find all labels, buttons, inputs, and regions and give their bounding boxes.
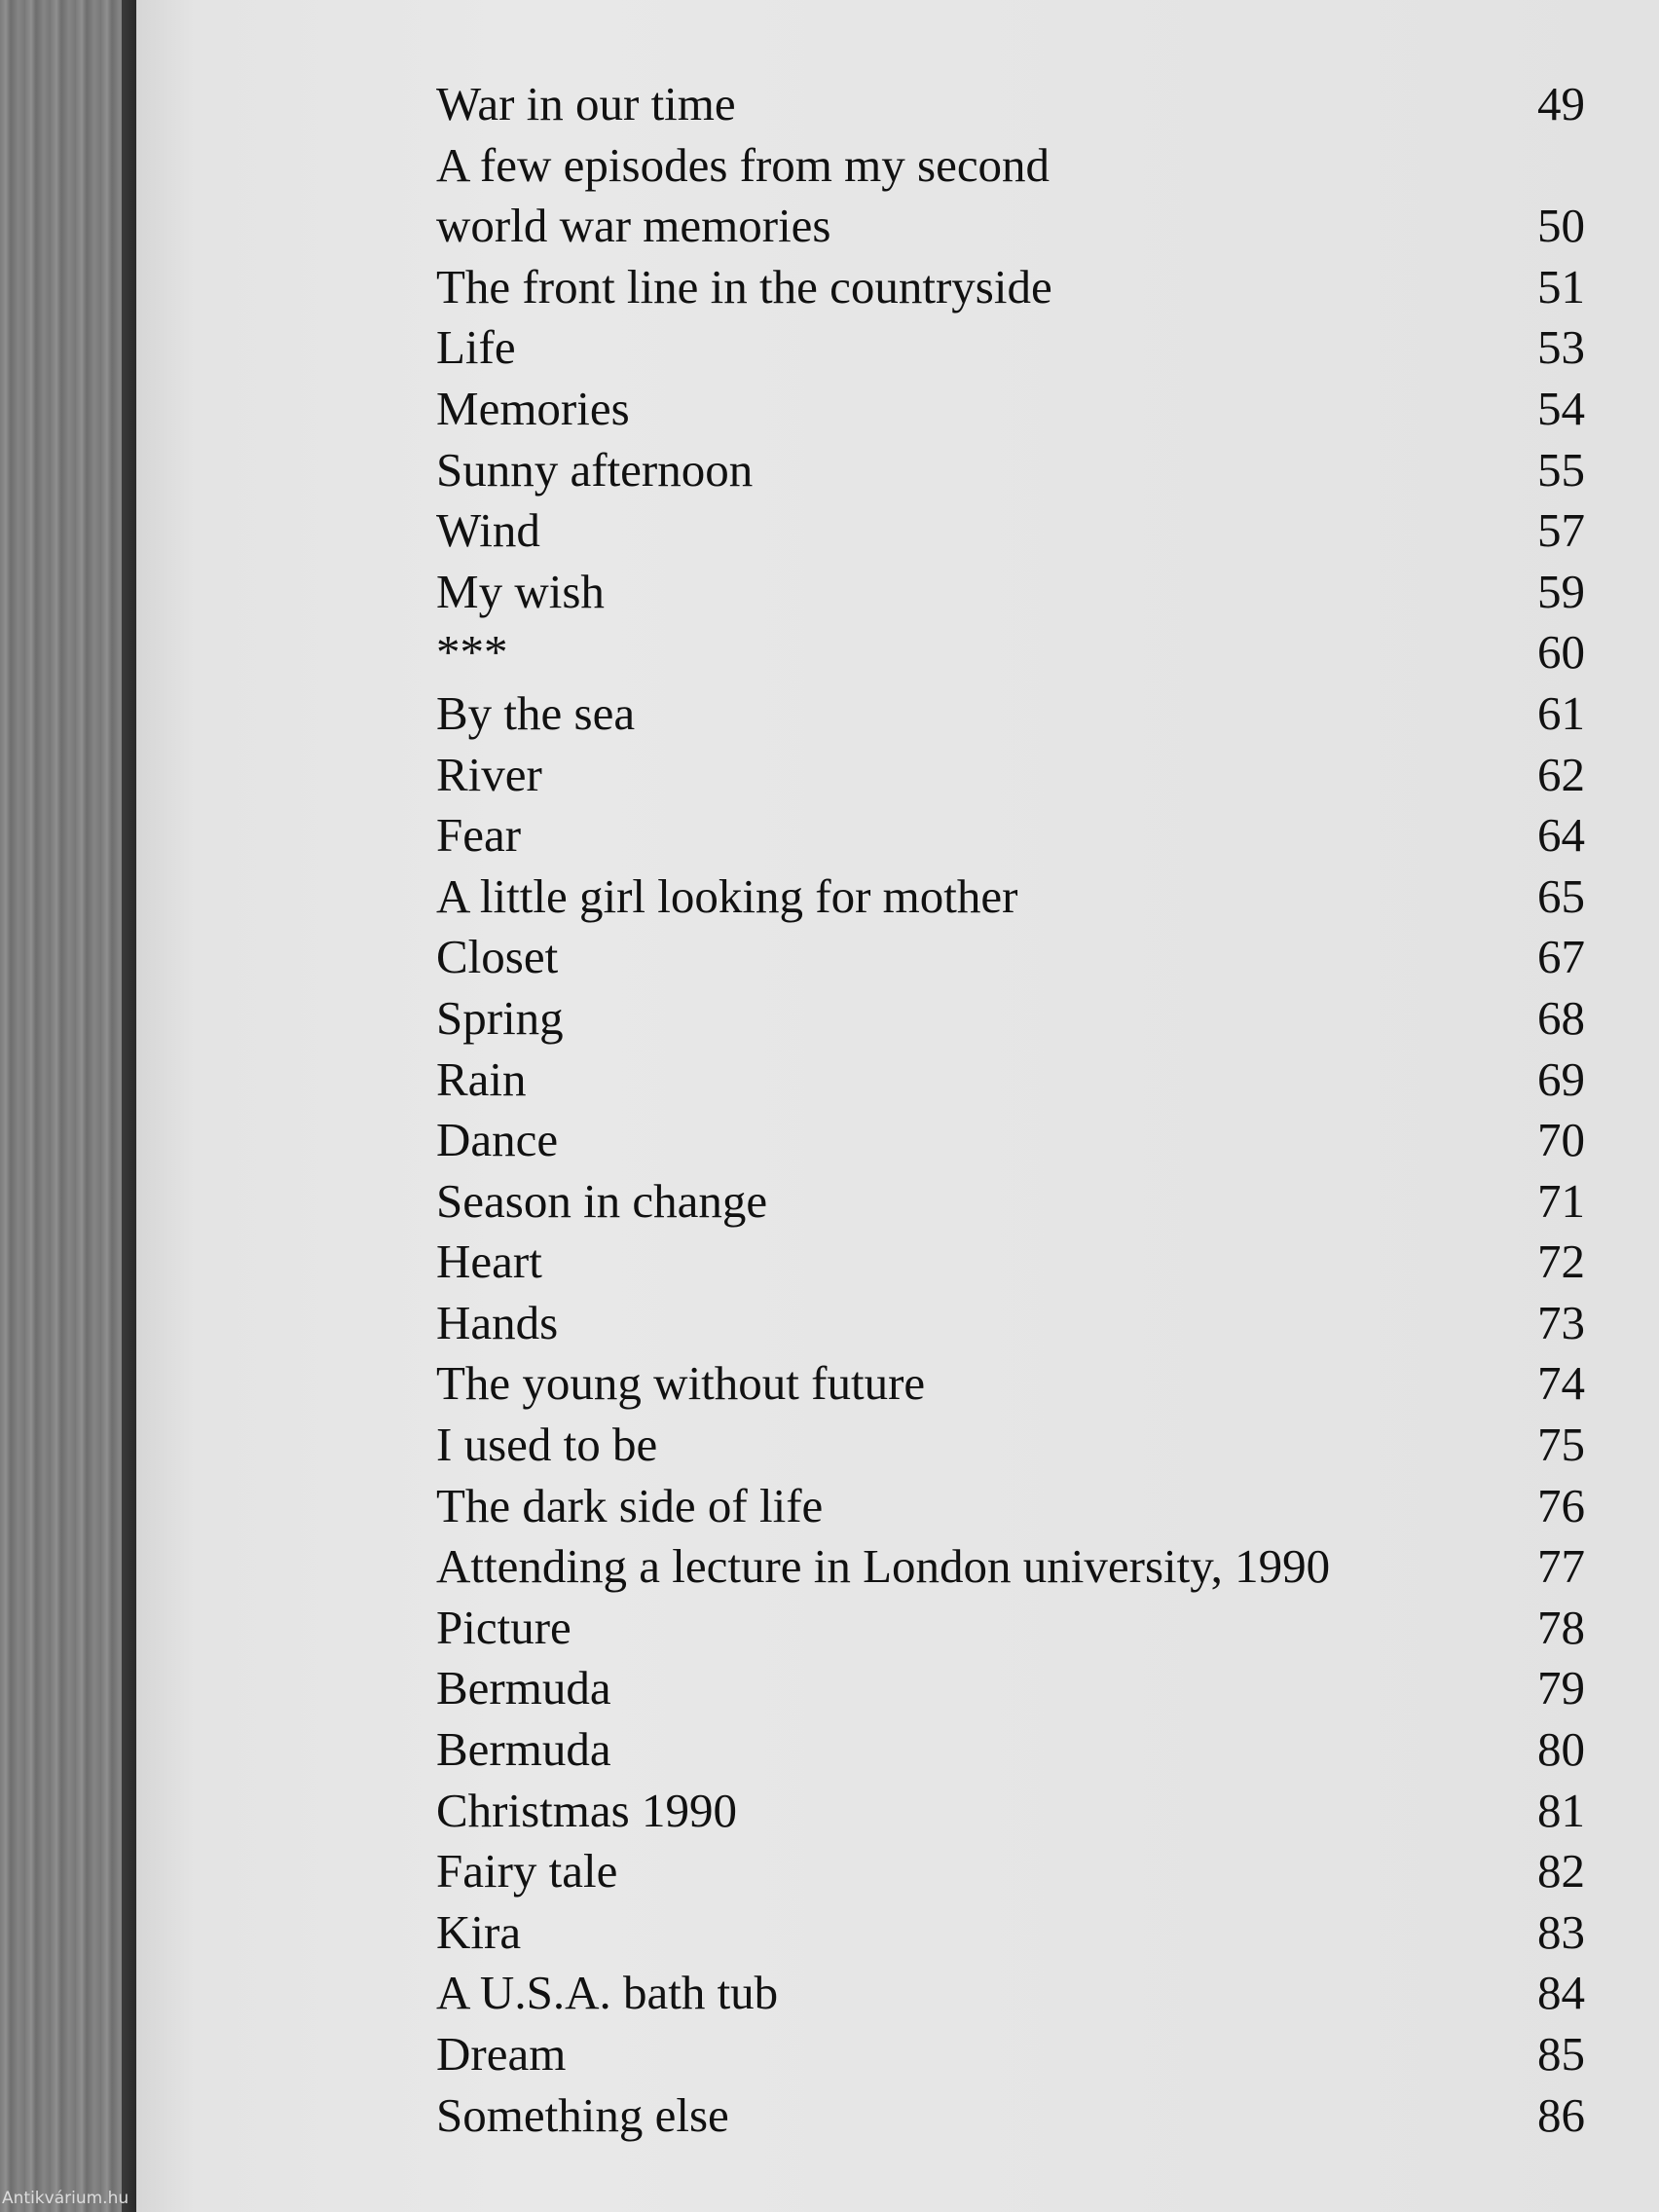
toc-entry-page: 84 — [1537, 1966, 1585, 2020]
toc-entry-title: Season in change — [436, 1173, 768, 1228]
toc-entry — [436, 74, 1585, 135]
toc-entry — [436, 927, 1585, 988]
toc-entry-title: Memories — [436, 381, 630, 435]
toc-entry-page: 73 — [1537, 1295, 1585, 1349]
toc-entry-page: 65 — [1537, 868, 1585, 923]
toc-entry-page: 60 — [1537, 625, 1585, 680]
toc-entry-page: 71 — [1537, 1173, 1585, 1228]
toc-entry-title: Christmas 1990 — [436, 1783, 737, 1837]
toc-entry-title: By the sea — [436, 685, 636, 740]
toc-entry-page: 62 — [1537, 747, 1585, 801]
toc-entry-page: 55 — [1537, 442, 1585, 497]
toc-entry — [436, 1171, 1585, 1233]
toc-entry — [436, 1902, 1585, 1964]
toc-entry-page: 67 — [1537, 930, 1585, 984]
toc-entry — [436, 1232, 1585, 1293]
toc-entry-title: Bermuda — [436, 1722, 611, 1777]
toc-entry — [436, 2085, 1585, 2147]
toc-entry — [436, 1293, 1585, 1354]
toc-entry-page: 75 — [1537, 1418, 1585, 1472]
toc-entry — [436, 866, 1585, 928]
toc-entry-page: 70 — [1537, 1113, 1585, 1167]
toc-entry — [436, 257, 1585, 318]
toc-entry-page: 85 — [1537, 2027, 1585, 2081]
toc-entry — [436, 317, 1585, 379]
toc-entry-title: The front line in the countryside — [436, 259, 1052, 313]
toc-entry-page: 80 — [1537, 1722, 1585, 1777]
toc-entry-page: 83 — [1537, 1904, 1585, 1959]
toc-entry-title: Wind — [436, 503, 540, 558]
toc-entry-title: A few episodes from my second — [436, 137, 1051, 192]
toc-entry — [436, 1963, 1585, 2024]
toc-entry — [436, 1050, 1585, 1111]
toc-entry-title: Dance — [436, 1113, 559, 1167]
toc-entry-page: 50 — [1537, 199, 1585, 253]
toc-entry-title: River — [436, 747, 542, 801]
toc-entry — [436, 1110, 1585, 1171]
toc-entry-page: 49 — [1537, 77, 1585, 130]
toc-entry-title: Sunny afternoon — [436, 442, 754, 497]
toc-entry-title: *** — [436, 625, 508, 680]
toc-entry-title: Kira — [436, 1904, 522, 1959]
toc-entry — [436, 1476, 1585, 1537]
toc-entry — [436, 2024, 1585, 2085]
toc-entry-title: Rain — [436, 1051, 527, 1106]
toc-entry-title: Heart — [436, 1235, 542, 1289]
toc-entry — [436, 1658, 1585, 1719]
toc-entry — [436, 135, 1585, 197]
toc-entry — [436, 196, 1585, 257]
toc-entry — [436, 1719, 1585, 1781]
toc-entry — [436, 1781, 1585, 1842]
toc-entry-page: 82 — [1537, 1844, 1585, 1899]
toc-entry-title: Hands — [436, 1295, 559, 1349]
toc-entry — [436, 500, 1585, 562]
table-of-contents — [436, 74, 1585, 2146]
toc-entry-page: 53 — [1537, 320, 1585, 375]
toc-entry-page: 79 — [1537, 1661, 1585, 1715]
watermark: Antikvárium.hu — [2, 2189, 129, 2208]
toc-entry-page: 61 — [1537, 685, 1585, 740]
toc-entry-title: Fairy tale — [436, 1844, 618, 1899]
toc-entry-page: 78 — [1537, 1600, 1585, 1654]
toc-entry — [436, 1353, 1585, 1415]
toc-entry-title: Fear — [436, 808, 522, 863]
toc-entry-title: Dream — [436, 2027, 567, 2081]
toc-entry-page: 76 — [1537, 1478, 1585, 1532]
toc-entry-title: I used to be — [436, 1418, 658, 1472]
toc-entry-title: War in our time — [436, 77, 736, 130]
toc-entry — [436, 1536, 1585, 1598]
toc-entry — [436, 683, 1585, 745]
toc-entry-title: Picture — [436, 1600, 571, 1654]
toc-entry — [436, 1598, 1585, 1659]
toc-entry-title: The dark side of life — [436, 1478, 824, 1532]
toc-entry — [436, 805, 1585, 866]
toc-entry-page: 69 — [1537, 1051, 1585, 1106]
toc-entry — [436, 562, 1585, 623]
toc-entry-page: 54 — [1537, 381, 1585, 435]
toc-entry-page: 68 — [1537, 990, 1585, 1045]
toc-entry — [436, 745, 1585, 806]
toc-entry-title: A little girl looking for mother — [436, 868, 1018, 923]
toc-entry — [436, 440, 1585, 501]
toc-entry-title: Life — [436, 320, 516, 375]
toc-entry-title: Attending a lecture in London university, 1990 — [436, 1539, 1331, 1594]
toc-entry-page: 64 — [1537, 808, 1585, 863]
toc-entry-page: 81 — [1537, 1783, 1585, 1837]
toc-entry-title: A U.S.A. bath tub — [436, 1966, 779, 2020]
toc-entry-title: Spring — [436, 990, 564, 1045]
toc-entry-page: 57 — [1537, 503, 1585, 558]
toc-entry-page: 72 — [1537, 1235, 1585, 1289]
toc-entry-title: The young without future — [436, 1356, 926, 1411]
toc-entry-page: 59 — [1537, 564, 1585, 618]
toc-entry — [436, 1415, 1585, 1476]
toc-entry-page: 77 — [1537, 1539, 1585, 1594]
toc-entry — [436, 988, 1585, 1050]
toc-entry-title: Closet — [436, 930, 559, 984]
toc-entry-page: 74 — [1537, 1356, 1585, 1411]
toc-entry — [436, 622, 1585, 683]
toc-entry — [436, 379, 1585, 440]
toc-entry-title: world war memories — [436, 199, 831, 253]
toc-entry-title: Something else — [436, 2087, 729, 2142]
toc-entry-page: 51 — [1537, 259, 1585, 313]
toc-entry-title: My wish — [436, 564, 605, 618]
toc-entry — [436, 1841, 1585, 1902]
toc-entry-title: Bermuda — [436, 1661, 611, 1715]
toc-entry-page: 86 — [1537, 2087, 1585, 2142]
